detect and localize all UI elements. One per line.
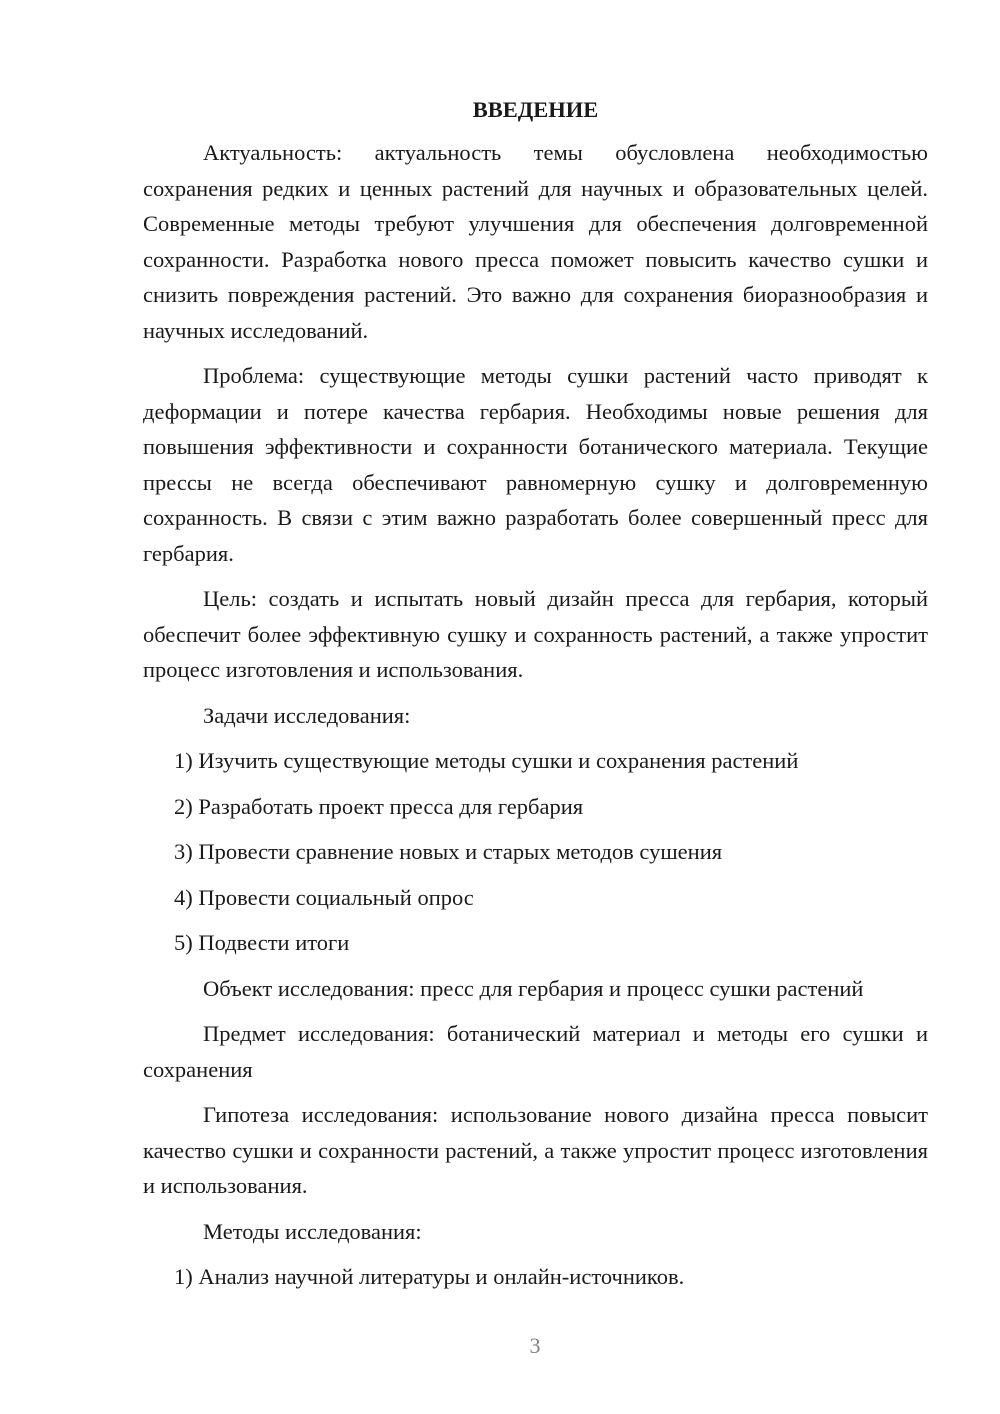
method-item: 1) Анализ научной литературы и онлайн-источников.: [174, 1264, 685, 1289]
goal-paragraph: Цель: создать и испытать новый дизайн пресса для гербария, который обеспечит более эффективную сушку и сохранность растений, а также упростит процесс изготовления и использования.: [143, 586, 928, 682]
hypothesis-paragraph: Гипотеза исследования: использование нового дизайна пресса повысит качество сушки и сохранности растений, а также упростит процесс изготовления и использования.: [143, 1102, 928, 1198]
task-item: 1) Изучить существующие методы сушки и сохранения растений: [174, 748, 799, 773]
relevance-paragraph: Актуальность: актуальность темы обусловлена необходимостью сохранения редких и ценных растений для научных и образовательных целей. Современные методы требуют улучшения для обеспечения долговременной сохранности. Разработка нового пресса поможет повысить качество сушки и снизить повреждения растений. Это важно для сохранения биоразнообразия и научных исследований.: [143, 140, 928, 343]
task-item: 5) Подвести итоги: [174, 930, 350, 955]
object-paragraph: Объект исследования: пресс для гербария и процесс сушки растений: [203, 975, 864, 1001]
methods-heading: Методы исследования:: [203, 1218, 422, 1244]
problem-paragraph: Проблема: существующие методы сушки растений часто приводят к деформации и потере качества гербария. Необходимы новые решения для повышения эффективности и сохранности ботанического материала. Текущие прессы не всегда обеспечивают равномерную сушку и долговременную сохранность. В связи с этим важно разработать более совершенный пресс для гербария.: [143, 363, 928, 566]
tasks-heading: Задачи исследования:: [203, 702, 411, 728]
task-item: 4) Провести социальный опрос: [174, 884, 474, 910]
task-item: 2) Разработать проект пресса для гербария: [174, 793, 584, 819]
task-item: 3) Провести сравнение новых и старых методов сушения: [174, 839, 723, 864]
document-page: [143, 95, 928, 1305]
page-number: 3: [529, 1333, 541, 1358]
section-title: ВВЕДЕНИЕ: [472, 97, 599, 122]
subject-paragraph: Предмет исследования: ботанический материал и методы его сушки и сохранения: [143, 1021, 928, 1082]
